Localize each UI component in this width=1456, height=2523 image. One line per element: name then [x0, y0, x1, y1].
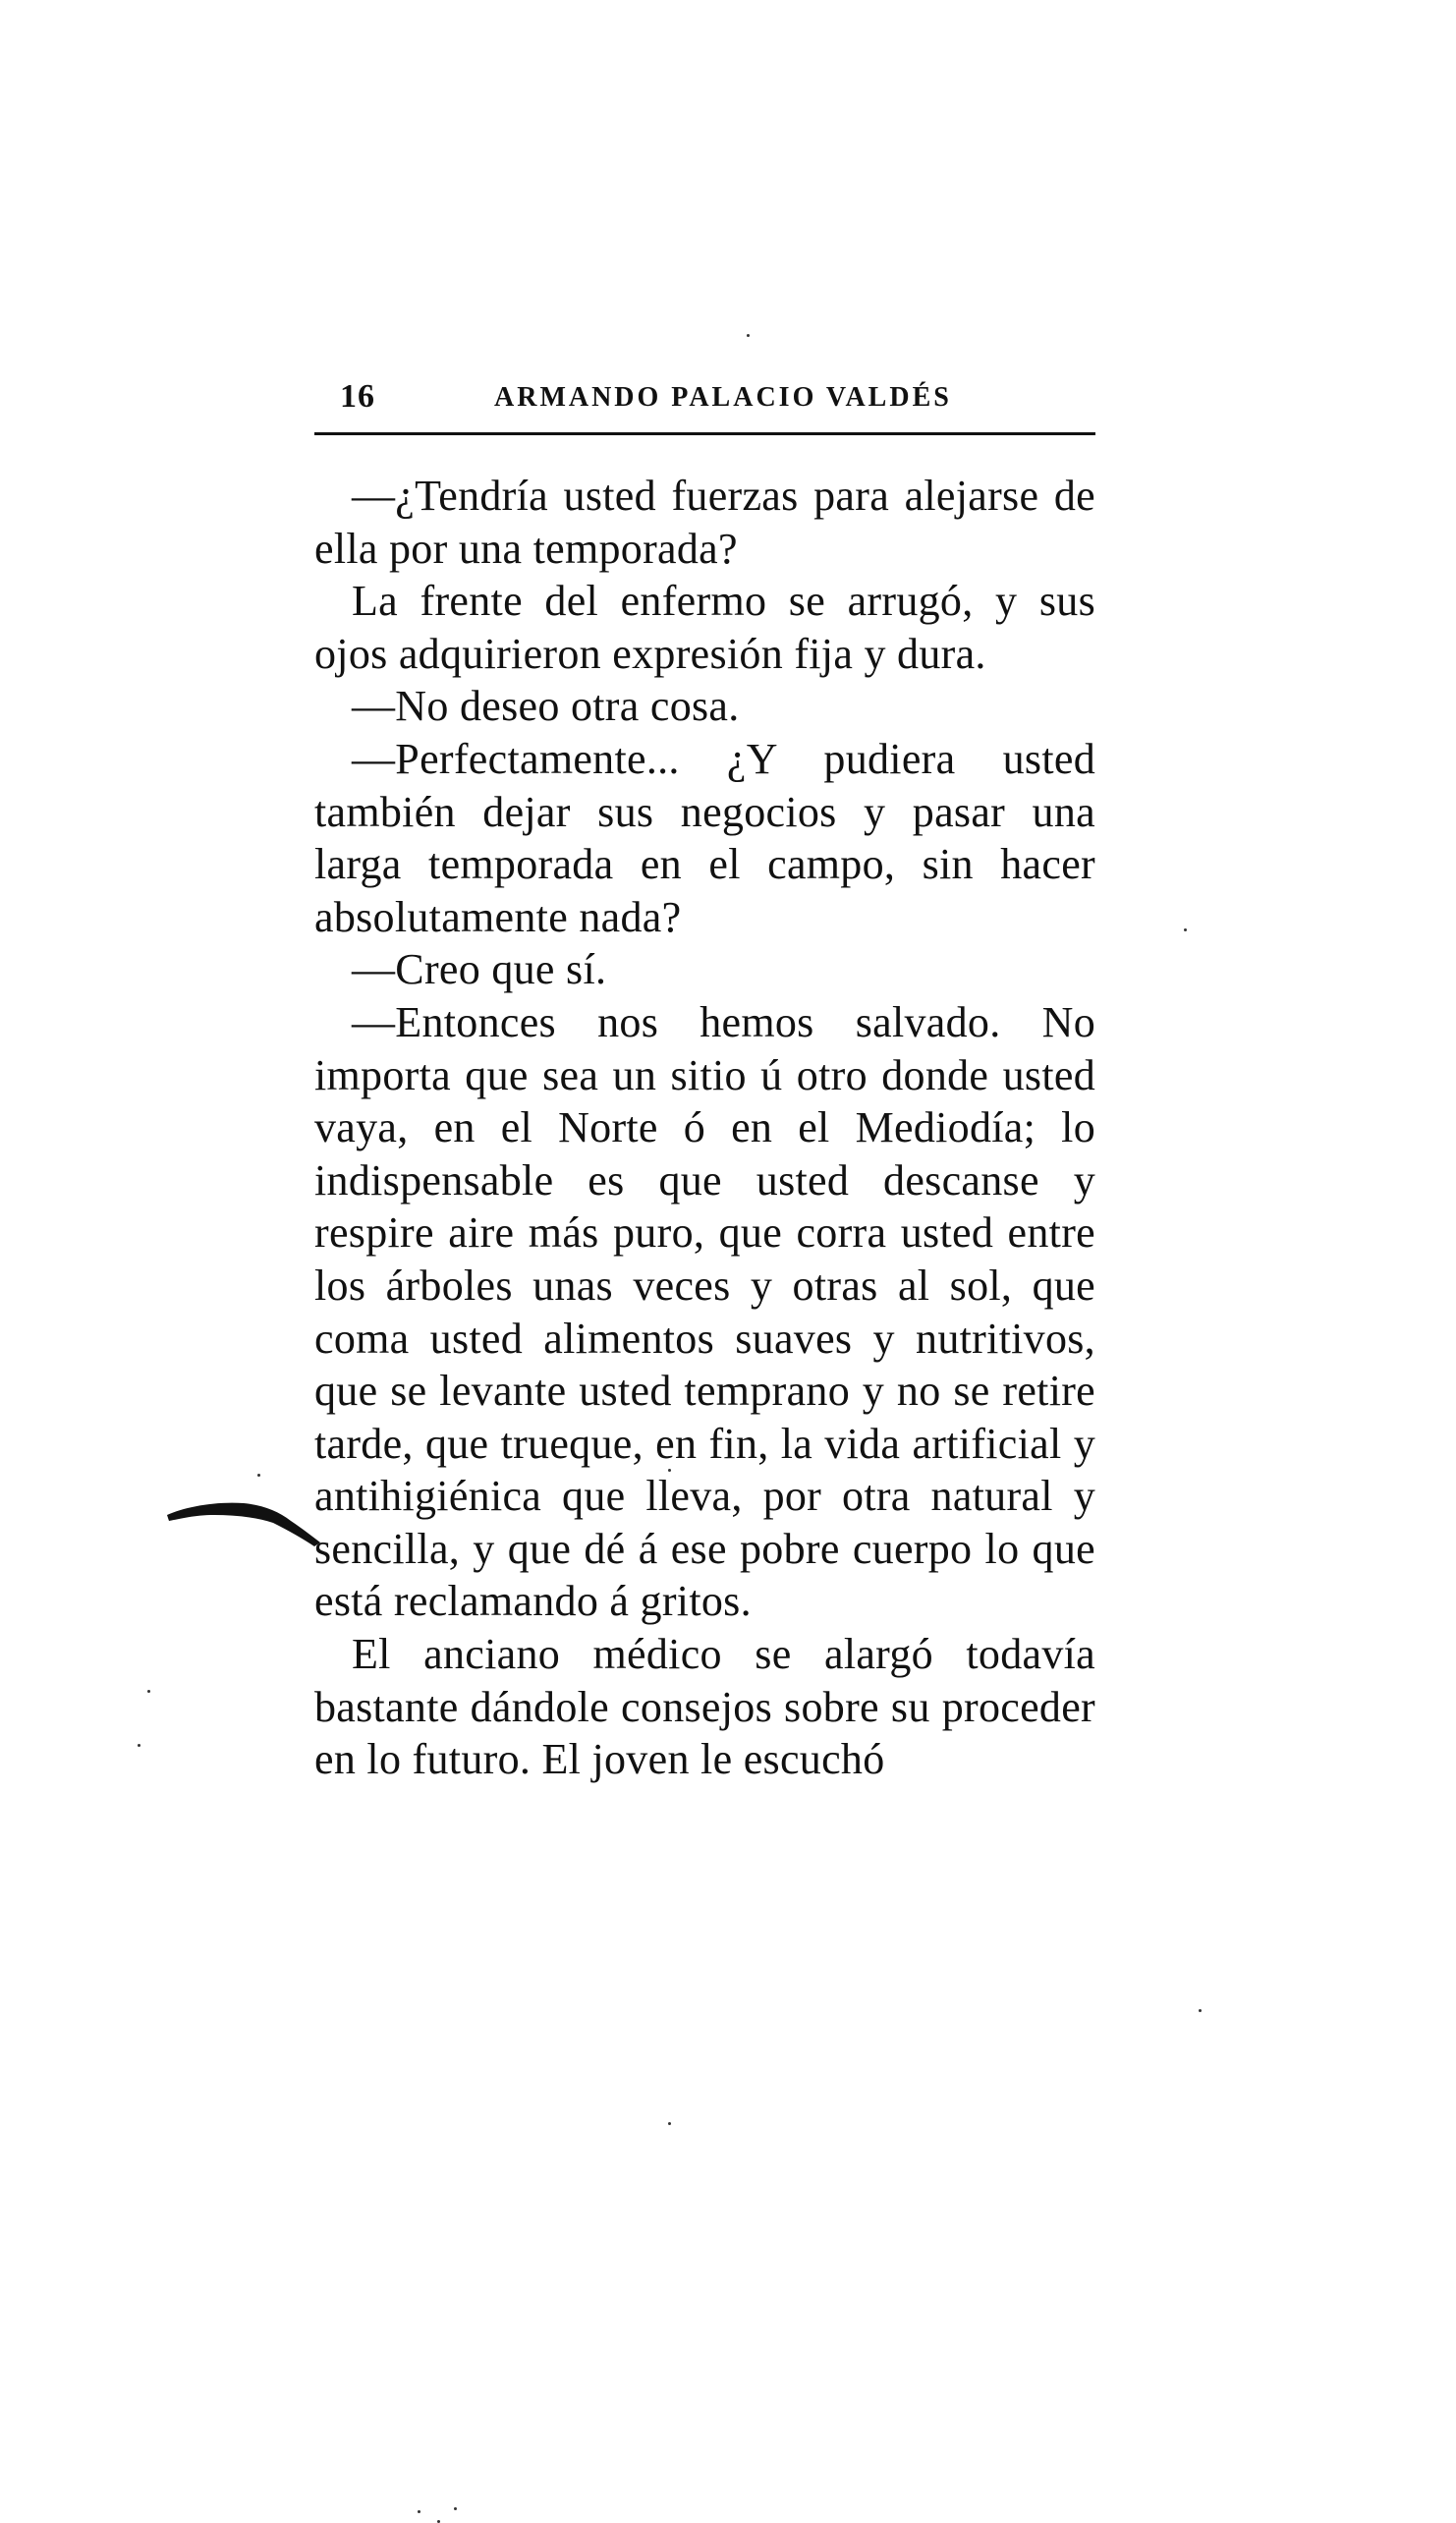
paragraph: —Creo que sí. — [352, 945, 607, 994]
paper-speck — [138, 1744, 140, 1747]
paper-speck — [418, 2510, 420, 2513]
paper-speck — [1199, 2009, 1202, 2012]
paragraph: —Entonces nos hemos salvado. No importa que sea un sitio ú otro donde usted vaya, en el Norte ó en el Mediodía; lo indispensable es que usted descanse y respire aire más puro, que corra usted entre los árboles unas veces y otras al sol, que coma usted alimentos suaves y nutritivos, que se levante usted temprano y no se retire tarde, que trueque, en fin, la vida artificial y antihigiénica que lleva, por otra natural y sencilla, y que dé á ese pobre cuerpo lo que está reclamando á gritos. — [314, 997, 1095, 1626]
page-header — [314, 378, 1095, 418]
paragraph: —Perfectamente... ¿Y pudiera usted también dejar sus negocios y pasar una larga temporada en el campo, sin hacer absolutamente nada? — [314, 734, 1095, 941]
paper-speck — [668, 2122, 671, 2125]
body-text — [314, 470, 1095, 1786]
paper-speck — [454, 2507, 457, 2510]
paragraph: —¿Tendría usted fuerzas para alejarse de ella por una temporada? — [314, 472, 1095, 573]
paragraph: El anciano médico se alargó todavía bastante dándole consejos sobre su proceder en lo futuro. El joven le escuchó — [314, 1630, 1095, 1784]
paper-speck — [668, 1469, 671, 1472]
paper-speck — [1184, 928, 1187, 931]
ink-blot-mark — [165, 1493, 332, 1552]
running-head: ARMANDO PALACIO VALDÉS — [494, 382, 952, 413]
header-rule — [314, 432, 1095, 435]
paper-speck — [747, 334, 750, 337]
paper-speck — [147, 1690, 150, 1693]
paper-speck — [257, 1474, 260, 1477]
paragraph: —No deseo otra cosa. — [352, 682, 740, 731]
page-number: 16 — [340, 378, 375, 415]
paragraph: La frente del enfermo se arrugó, y sus ojos adquirieron expresión fija y dura. — [314, 577, 1095, 678]
